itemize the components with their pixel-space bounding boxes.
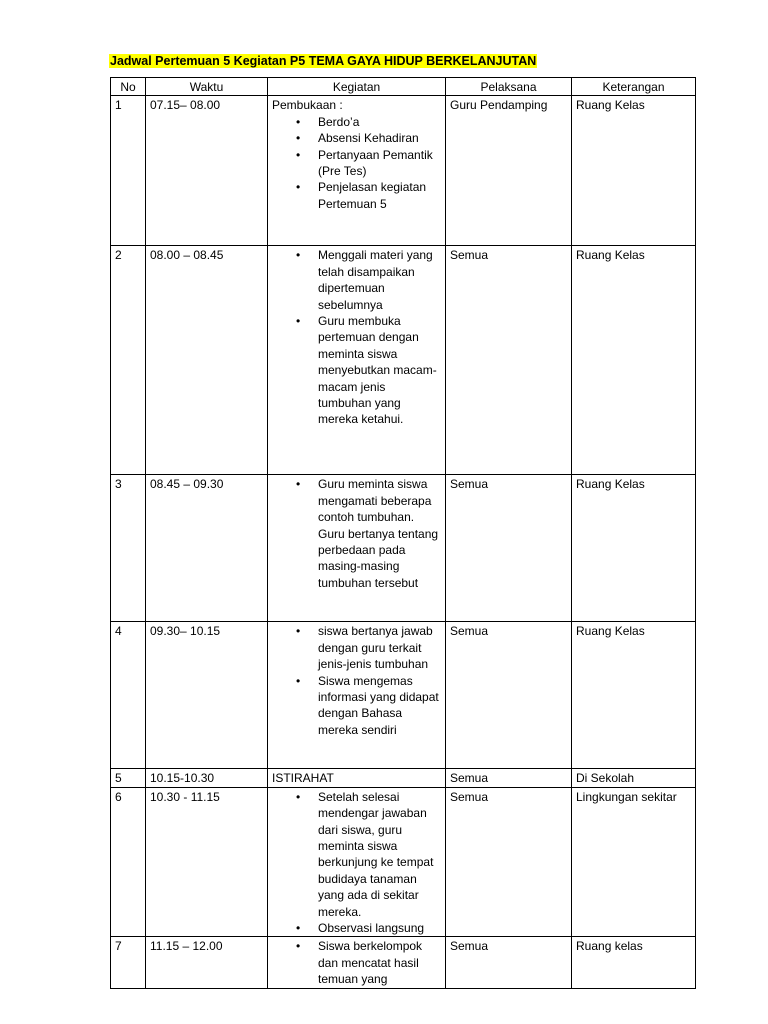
cell-pelaksana: Semua [446,622,572,769]
cell-waktu: 11.15 – 12.00 [146,937,268,989]
activity-lead: ISTIRAHAT [272,771,334,786]
cell-kegiatan [268,475,446,622]
activity-item: • Guru meminta siswa mengamati beberapa contoh tumbuhan. Guru bertanya tentang perbedaan pada masing-masing tumbuhan tersebut [272,476,441,591]
cell-pelaksana: Semua [446,769,572,787]
header-keterangan: Keterangan [572,78,696,96]
table-row [111,622,696,769]
cell-kegiatan [268,787,446,937]
table-row [111,769,696,787]
document-title: Jadwal Pertemuan 5 Kegiatan P5 TEMA GAYA HIDUP BERKELANJUTAN [110,54,537,68]
table-row [111,96,696,246]
activity-item: • Menggali materi yang telah disampaikan dipertemuan sebelumnya [272,247,441,313]
table-row [111,937,696,989]
activity-item: • Berdo’a [272,114,441,130]
header-row [111,78,696,96]
cell-pelaksana: Semua [446,937,572,989]
cell-waktu: 09.30– 10.15 [146,622,268,769]
activity-item: • Observasi langsung [272,920,441,936]
cell-keterangan: Ruang kelas [572,937,696,989]
table-row [111,787,696,937]
cell-keterangan: Lingkungan sekitar [572,787,696,937]
schedule-body [111,96,696,989]
header-no: No [111,78,146,96]
cell-no: 1 [111,96,146,246]
cell-pelaksana: Semua [446,246,572,475]
activity-item: • Pertanyaan Pemantik (Pre Tes) [272,147,441,180]
activity-item: • Siswa berkelompok dan mencatat hasil temuan yang [272,938,441,987]
cell-waktu: 08.00 – 08.45 [146,246,268,475]
table-row [111,475,696,622]
schedule-table [110,77,696,989]
activity-list [272,476,441,591]
cell-no: 7 [111,937,146,989]
cell-pelaksana: Guru Pendamping [446,96,572,246]
cell-pelaksana: Semua [446,787,572,937]
cell-waktu: 10.15-10.30 [146,769,268,787]
activity-item: • Guru membuka pertemuan dengan meminta siswa menyebutkan macam-macam jenis tumbuhan yang mereka ketahui. [272,313,441,428]
activity-list [272,623,441,738]
cell-waktu: 07.15– 08.00 [146,96,268,246]
cell-no: 5 [111,769,146,787]
activity-lead: Pembukaan : [272,98,343,113]
activity-item: • Setelah selesai mendengar jawaban dari siswa, guru meminta siswa berkunjung ke tempat budidaya tanaman yang ada di sekitar mereka. [272,789,441,920]
activity-item: • Absensi Kehadiran [272,130,441,146]
cell-waktu: 08.45 – 09.30 [146,475,268,622]
cell-keterangan: Ruang Kelas [572,96,696,246]
cell-keterangan: Ruang Kelas [572,246,696,475]
table-row [111,246,696,475]
activity-list [272,247,441,427]
cell-no: 3 [111,475,146,622]
activity-list [272,789,441,937]
cell-pelaksana: Semua [446,475,572,622]
cell-keterangan: Ruang Kelas [572,622,696,769]
cell-kegiatan [268,246,446,475]
header-pelaksana: Pelaksana [446,78,572,96]
cell-waktu: 10.30 - 11.15 [146,787,268,937]
activity-item: • siswa bertanya jawab dengan guru terkait jenis-jenis tumbuhan [272,623,441,672]
cell-keterangan: Ruang Kelas [572,475,696,622]
cell-no: 4 [111,622,146,769]
cell-kegiatan [268,96,446,246]
cell-keterangan: Di Sekolah [572,769,696,787]
activity-list [272,938,441,987]
cell-no: 2 [111,246,146,475]
activity-list [272,114,441,212]
header-kegiatan: Kegiatan [268,78,446,96]
header-waktu: Waktu [146,78,268,96]
cell-kegiatan [268,769,446,787]
cell-no: 6 [111,787,146,937]
cell-kegiatan [268,622,446,769]
activity-item: • Siswa mengemas informasi yang didapat dengan Bahasa mereka sendiri [272,673,441,739]
activity-item: • Penjelasan kegiatan Pertemuan 5 [272,179,441,212]
cell-kegiatan [268,937,446,989]
